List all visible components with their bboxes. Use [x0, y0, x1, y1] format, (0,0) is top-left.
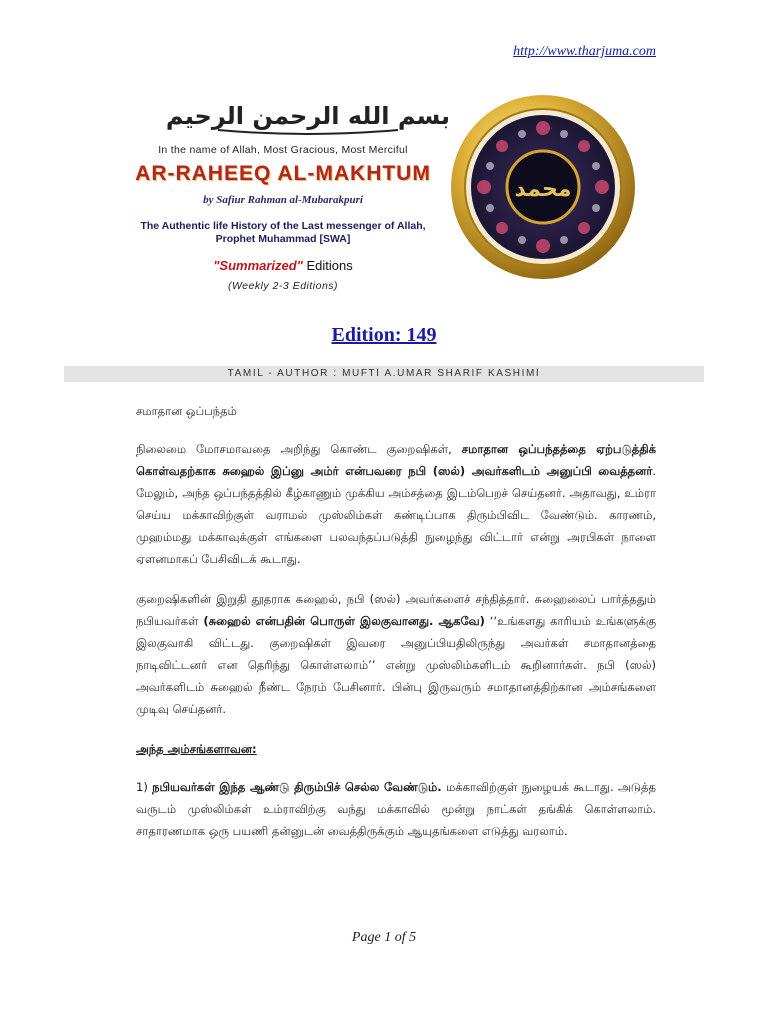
terms-heading-row	[136, 738, 656, 760]
banner	[118, 80, 638, 310]
website-link[interactable]: http://www.tharjuma.com	[513, 44, 656, 59]
p1-end: . மேலும், அந்த ஒப்பந்தத்தில் கீழ்காணும் முக்கிய அம்சத்தை இடம்பெறச் செய்தனர். அதாவது, உம்ரா செய்ய மக்காவிற்குள் வராமல் முஸ்லிம்கள் கண்டிப்பாக திரும்பிவிட வேண்டும். காரணம், முஹம்மது மக்காவுக்குள் எங்களை பலவந்தப்படுத்தி நுழைந்து விட்டார் என்று அரபிகள் நாளை ஏளனமாகப் பேசிவிடக் கூடாது.	[136, 464, 656, 566]
page-number: Page 1 of 5	[351, 930, 417, 945]
banner-description	[118, 220, 448, 246]
p2-end: ‘‘உங்களது காரியம் உங்களுக்கு இலகுவாகி விட்டது. குறைஷிகள் இவரை அனுப்பியதிலிருந்து அவர்கள் சமாதானத்தை நாடிவிட்டனர் என தெரிந்து கொள்ளலாம்’’ என்று முஸ்லிம்களிடம் கூறினார்கள். நபி (ஸல்) அவர்களிடம் சுஹைல் நீண்ட நேரம் பேசினார். பின்பு இருவரும் சமாதானத்திற்கான அம்சங்களை முடிவு செய்தனர்.	[136, 614, 656, 716]
banner-description-line2: Prophet Muhammad [SWA]	[215, 233, 351, 245]
p1-bold: சமாதான ஒப்பந்தத்தை ஏற்படுத்திக் கொள்வதற்காக சுஹைல் இப்னு அம்ர் என்பவரை நபி (ஸல்) அவர்களிடம் அனுப்பி வைத்தனர்	[136, 442, 656, 478]
term1-number: 1)	[136, 780, 148, 794]
banner-description-line1: The Authentic life History of the Last messenger of Allah,	[140, 220, 426, 232]
medallion-text: محمد	[514, 177, 572, 202]
term-1	[136, 776, 656, 842]
banner-tagline: In the name of Allah, Most Gracious, Most Merciful	[158, 144, 408, 156]
banner-title: AR-RAHEEQ AL-MAKHTUM	[135, 162, 431, 185]
paragraph-1	[136, 438, 656, 570]
editions-highlight: "Summarized"	[213, 258, 303, 273]
p2-start: குறைஷிகளின் இறுதி தூதராக சுஹைல், நபி (ஸல்) அவர்களைச் சந்தித்தார். சுஹைலைப் பார்த்ததும் நபியவர்கள்	[136, 592, 656, 628]
term1-rest: மக்காவிற்குள் நுழையக் கூடாது. அடுத்த வருடம் முஸ்லிம்கள் உம்ராவிற்கு வந்து மக்காவில் மூன்று நாட்கள் தங்கிக் கொள்ளலாம். சாதாரணமாக ஒரு பயணி தன்னுடன் வைத்திருக்கும் ஆயுதங்களை எடுத்து வரலாம்.	[136, 780, 656, 838]
edition-heading: Edition: 149	[331, 324, 437, 346]
p1-start: நிலைமை மோசமாவதை அறிந்து கொண்ட குறைஷிகள்,	[136, 442, 462, 456]
term1-bold: நபியவர்கள் இந்த ஆண்டு திரும்பிச் செல்ல வேண்டும்.	[152, 780, 442, 794]
section-title: சமாதான ஒப்பந்தம்	[136, 404, 237, 418]
document-body	[136, 400, 656, 860]
paragraph-2	[136, 588, 656, 720]
author-bar: TAMIL - AUTHOR : MUFTI A.UMAR SHARIF KASHIMI	[64, 366, 704, 382]
banner-editions	[118, 258, 448, 273]
bismillah-calligraphy	[165, 90, 451, 140]
editions-label: Editions	[306, 258, 353, 273]
bismillah-text: بسم الله الرحمن الرحيم	[165, 102, 451, 130]
banner-weekly: (Weekly 2-3 Editions)	[227, 280, 339, 292]
banner-byline: by Safiur Rahman al-Mubarakpuri	[203, 194, 363, 206]
terms-heading: அந்த அம்சங்களாவன:	[136, 742, 257, 756]
p2-bold: (சுஹைல் என்பதின் பொருள் இலகுவானது. ஆகவே)	[203, 614, 485, 628]
medallion-emblem	[448, 92, 638, 282]
